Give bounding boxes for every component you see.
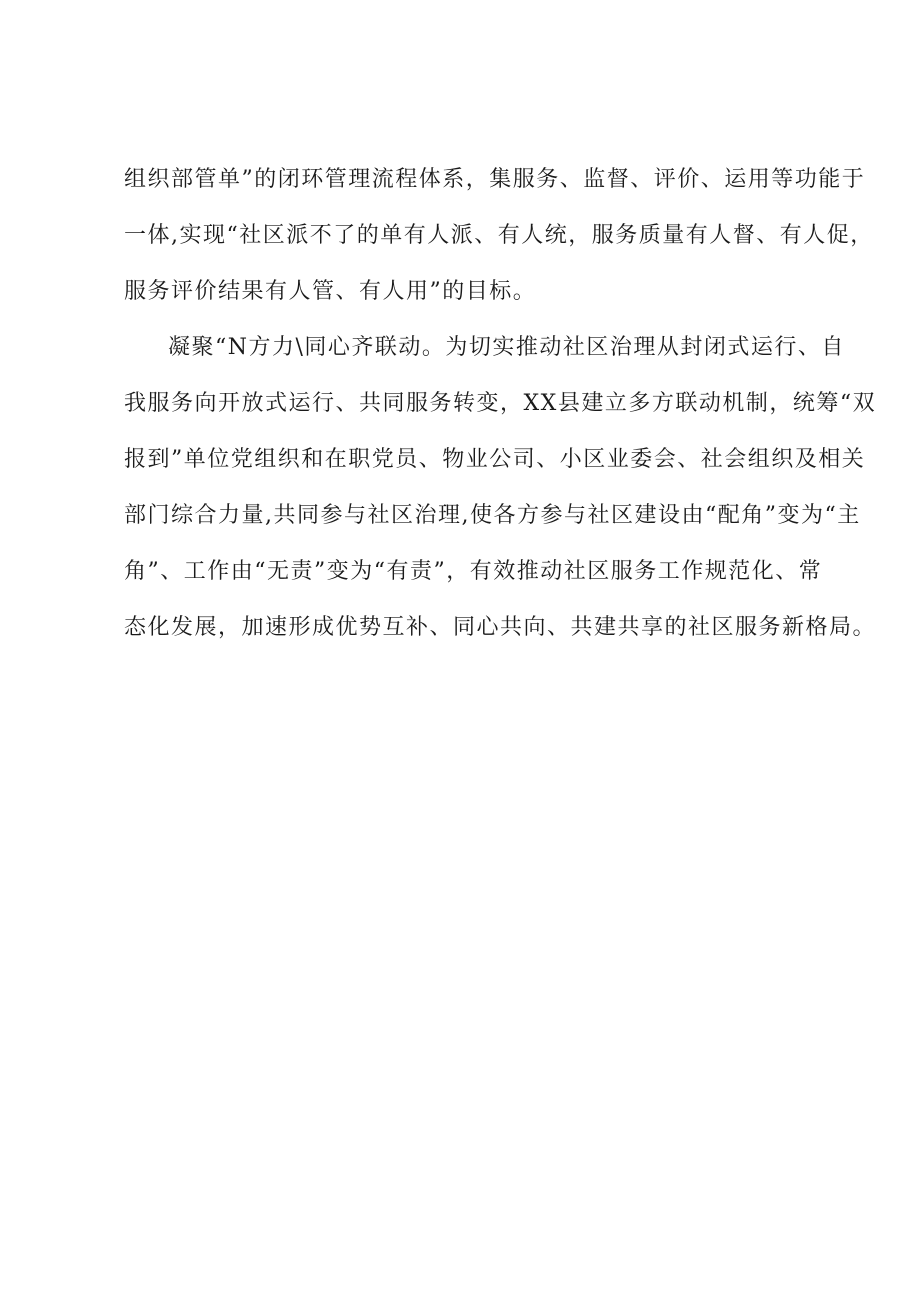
paragraph-line: 一体,实现“社区派不了的单有人派、有人统，服务质量有人督、有人促， xyxy=(124,223,874,248)
paragraph-closed-loop-management xyxy=(124,152,874,320)
document-body xyxy=(124,152,877,656)
paragraph-line: 态化发展，加速形成优势互补、同心共向、共建共享的社区服务新格局。 xyxy=(124,615,877,640)
paragraph-line: 报到”单位党组织和在职党员、物业公司、小区业委会、社会组织及相关 xyxy=(124,447,866,472)
paragraph-line: 我服务向开放式运行、共同服务转变，XX县建立多方联动机制，统筹“双 xyxy=(124,391,877,416)
paragraph-line: 组织部管单”的闭环管理流程体系，集服务、监督、评价、运用等功能于 xyxy=(124,167,866,192)
paragraph-line: 服务评价结果有人管、有人用”的目标。 xyxy=(124,279,537,304)
paragraph-line: 部门综合力量,共同参与社区治理,使各方参与社区建设由“配角”变为“主 xyxy=(124,503,861,528)
paragraph-line: 凝聚“N方力\同心齐联动。为切实推动社区治理从封闭式运行、自 xyxy=(168,335,845,360)
paragraph-multi-party-linkage xyxy=(124,320,877,656)
paragraph-line: 角”、工作由“无责”变为“有责”，有效推动社区服务工作规范化、常 xyxy=(124,559,823,584)
